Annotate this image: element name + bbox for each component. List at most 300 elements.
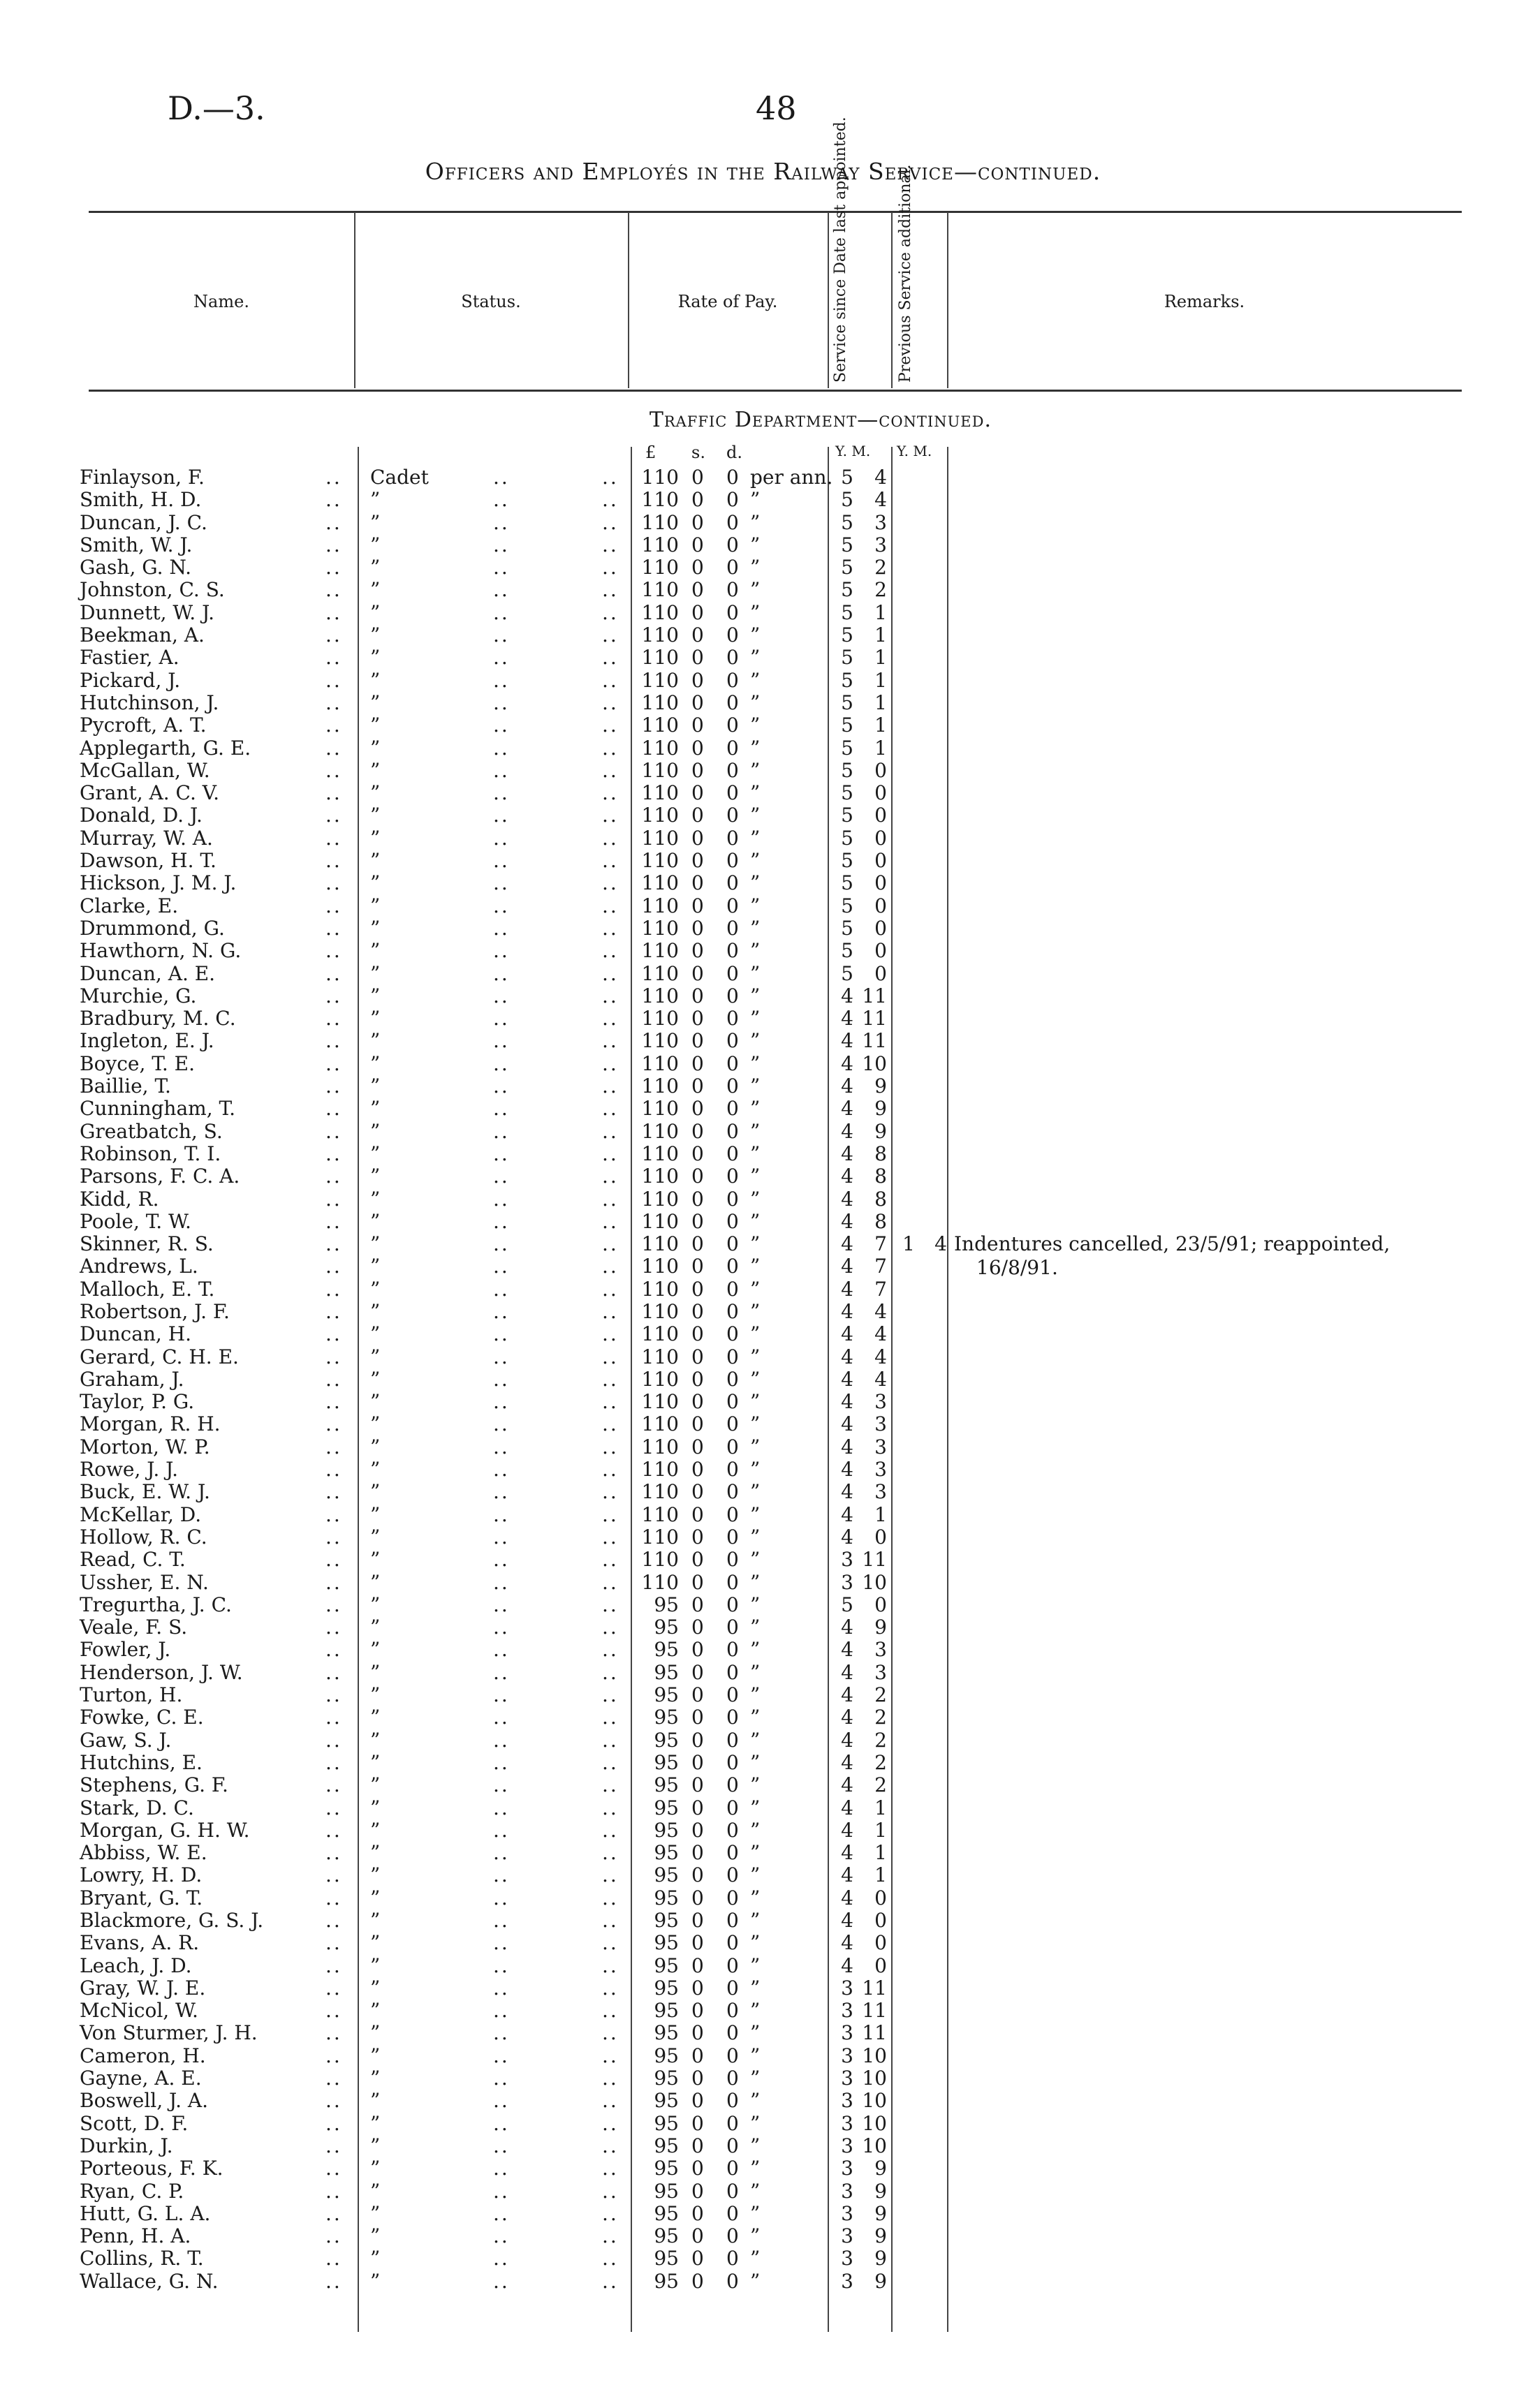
service-months: 8 xyxy=(874,1209,887,1233)
employee-status: ” xyxy=(370,2067,381,2090)
employee-status: ” xyxy=(370,1796,381,1819)
employee-status: ” xyxy=(370,2157,381,2180)
pay-pounds: 110 xyxy=(641,871,679,895)
service-months: 3 xyxy=(874,1660,887,1684)
pay-pounds: 110 xyxy=(641,1029,679,1053)
service-years: 5 xyxy=(841,510,853,534)
leader-dots: .. xyxy=(602,1412,619,1436)
pay-pence: 0 xyxy=(726,1931,739,1955)
pay-pounds: 110 xyxy=(641,1209,679,1233)
service-years: 4 xyxy=(841,1706,853,1729)
employee-name: Durkin, J. xyxy=(80,2134,173,2157)
employee-status: ” xyxy=(370,939,381,963)
table-row xyxy=(0,1932,1526,1954)
pay-shillings: 0 xyxy=(691,668,704,692)
leader-dots: .. xyxy=(325,1931,342,1955)
leader-dots: .. xyxy=(325,578,342,602)
employee-status: ” xyxy=(370,510,381,534)
pay-shillings: 0 xyxy=(691,1773,704,1797)
leader-dots: .. xyxy=(602,1299,619,1323)
leader-dots: .. xyxy=(325,849,342,873)
pay-shillings: 0 xyxy=(691,1660,704,1684)
leader-dots: .. xyxy=(325,2224,342,2248)
table-row xyxy=(0,2090,1526,2112)
leader-dots: .. xyxy=(493,916,510,940)
pay-shillings: 0 xyxy=(691,1480,704,1504)
pay-pounds: 110 xyxy=(641,646,679,670)
pay-pence: 0 xyxy=(726,466,739,489)
table-row xyxy=(0,2157,1526,2180)
service-months: 1 xyxy=(874,690,887,714)
pay-period: ” xyxy=(750,1796,761,1819)
pay-period: ” xyxy=(750,600,761,624)
pay-pence: 0 xyxy=(726,1480,739,1504)
pay-pence: 0 xyxy=(726,1706,739,1729)
table-row xyxy=(0,985,1526,1007)
table-row xyxy=(0,1549,1526,1571)
table-row xyxy=(0,2022,1526,2044)
leader-dots: .. xyxy=(602,1097,619,1121)
leader-dots: .. xyxy=(602,2111,619,2135)
leader-dots: .. xyxy=(602,1232,619,1256)
table-row xyxy=(0,1030,1526,1052)
pay-pence: 0 xyxy=(726,1299,739,1323)
employee-name: Duncan, A. E. xyxy=(80,961,216,985)
leader-dots: .. xyxy=(493,1345,510,1368)
employee-status: ” xyxy=(370,1322,381,1346)
header-previous: Previous Service additional. xyxy=(897,164,914,383)
pay-period: ” xyxy=(750,961,761,985)
employee-status: ” xyxy=(370,1570,381,1594)
service-months: 4 xyxy=(874,1367,887,1391)
unit-shillings: s. xyxy=(691,443,705,462)
leader-dots: .. xyxy=(325,1706,342,1729)
employee-name: Gayne, A. E. xyxy=(80,2067,202,2090)
pay-pounds: 110 xyxy=(641,849,679,873)
pay-shillings: 0 xyxy=(691,2201,704,2225)
leader-dots: .. xyxy=(493,1999,510,2023)
leader-dots: .. xyxy=(493,2089,510,2113)
service-years: 4 xyxy=(841,1435,853,1458)
pay-pence: 0 xyxy=(726,488,739,512)
pay-pence: 0 xyxy=(726,1007,739,1031)
service-months: 10 xyxy=(862,2044,887,2067)
pay-period: ” xyxy=(750,2179,761,2203)
pay-shillings: 0 xyxy=(691,1886,704,1910)
document-title: Officers and Employés in the Railway Service—continued. xyxy=(425,158,1101,185)
employee-status: ” xyxy=(370,1683,381,1707)
pay-pounds: 95 xyxy=(654,1728,679,1752)
leader-dots: .. xyxy=(493,1909,510,1932)
employee-name: Dawson, H. T. xyxy=(80,849,217,873)
service-months: 1 xyxy=(874,1863,887,1887)
pay-shillings: 0 xyxy=(691,758,704,782)
pay-shillings: 0 xyxy=(691,1953,704,1977)
pay-period: ” xyxy=(750,2111,761,2135)
leader-dots: .. xyxy=(493,2134,510,2157)
pay-period: ” xyxy=(750,1638,761,1662)
leader-dots: .. xyxy=(493,510,510,534)
service-years: 3 xyxy=(841,2247,853,2270)
service-years: 3 xyxy=(841,2157,853,2180)
leader-dots: .. xyxy=(493,1638,510,1662)
employee-status: ” xyxy=(370,1097,381,1121)
service-years: 3 xyxy=(841,1548,853,1572)
pay-pounds: 110 xyxy=(641,1007,679,1031)
pay-period: ” xyxy=(750,578,761,602)
pay-period: ” xyxy=(750,1277,761,1301)
service-years: 4 xyxy=(841,1616,853,1639)
employee-status: ” xyxy=(370,1480,381,1504)
service-months: 0 xyxy=(874,939,887,963)
pay-pence: 0 xyxy=(726,1525,739,1549)
pay-pence: 0 xyxy=(726,668,739,692)
pay-pounds: 95 xyxy=(654,1773,679,1797)
table-row xyxy=(0,1301,1526,1323)
leader-dots: .. xyxy=(493,2044,510,2067)
service-years: 4 xyxy=(841,1502,853,1526)
table-row xyxy=(0,1255,1526,1278)
table-row xyxy=(0,1007,1526,1030)
leader-dots: .. xyxy=(493,2201,510,2225)
leader-dots: .. xyxy=(602,1525,619,1549)
employee-name: Buck, E. W. J. xyxy=(80,1480,210,1504)
pay-pounds: 110 xyxy=(641,1548,679,1572)
pay-period: ” xyxy=(750,1818,761,1842)
pay-period: ” xyxy=(750,488,761,512)
service-months: 9 xyxy=(874,2269,887,2293)
leader-dots: .. xyxy=(493,1706,510,1729)
service-months: 1 xyxy=(874,1818,887,1842)
service-years: 4 xyxy=(841,1255,853,1278)
pay-shillings: 0 xyxy=(691,1728,704,1752)
leader-dots: .. xyxy=(602,1593,619,1616)
table-row xyxy=(0,1165,1526,1188)
pay-shillings: 0 xyxy=(691,916,704,940)
pay-pence: 0 xyxy=(726,2157,739,2180)
leader-dots: .. xyxy=(493,1142,510,1165)
pay-period: ” xyxy=(750,1142,761,1165)
employee-status: ” xyxy=(370,804,381,827)
pay-period: ” xyxy=(750,1029,761,1053)
leader-dots: .. xyxy=(602,690,619,714)
pay-shillings: 0 xyxy=(691,1007,704,1031)
leader-dots: .. xyxy=(325,2021,342,2045)
pay-period: ” xyxy=(750,1728,761,1752)
service-years: 4 xyxy=(841,1458,853,1482)
service-months: 0 xyxy=(874,826,887,850)
pay-period: ” xyxy=(750,1773,761,1797)
header-top-rule xyxy=(89,211,1462,213)
service-months: 11 xyxy=(862,1999,887,2023)
employee-name: Smith, H. D. xyxy=(80,488,202,512)
pay-period: ” xyxy=(750,1367,761,1391)
pay-shillings: 0 xyxy=(691,1051,704,1075)
table-row xyxy=(0,1526,1526,1549)
employee-status: ” xyxy=(370,646,381,670)
employee-status: ” xyxy=(370,1367,381,1391)
pay-pence: 0 xyxy=(726,1322,739,1346)
service-years: 5 xyxy=(841,488,853,512)
leader-dots: .. xyxy=(493,2179,510,2203)
pay-period: ” xyxy=(750,690,761,714)
leader-dots: .. xyxy=(602,2269,619,2293)
leader-dots: .. xyxy=(602,916,619,940)
service-months: 1 xyxy=(874,714,887,737)
pay-pounds: 95 xyxy=(654,1818,679,1842)
leader-dots: .. xyxy=(325,939,342,963)
leader-dots: .. xyxy=(493,2111,510,2135)
employee-status: ” xyxy=(370,1255,381,1278)
table-row xyxy=(0,1706,1526,1729)
leader-dots: .. xyxy=(325,1976,342,2000)
service-years: 3 xyxy=(841,1570,853,1594)
table-row xyxy=(0,1504,1526,1526)
leader-dots: .. xyxy=(325,1818,342,1842)
pay-shillings: 0 xyxy=(691,600,704,624)
service-months: 1 xyxy=(874,646,887,670)
table-row xyxy=(0,1278,1526,1301)
pay-pence: 0 xyxy=(726,2111,739,2135)
leader-dots: .. xyxy=(325,1299,342,1323)
table-row xyxy=(0,1368,1526,1391)
leader-dots: .. xyxy=(602,2067,619,2090)
leader-dots: .. xyxy=(325,1322,342,1346)
service-months: 2 xyxy=(874,1728,887,1752)
employee-status: ” xyxy=(370,1706,381,1729)
table-row xyxy=(0,2270,1526,2293)
employee-name: Stark, D. C. xyxy=(80,1796,194,1819)
employee-name: Robinson, T. I. xyxy=(80,1142,221,1165)
leader-dots: .. xyxy=(602,1255,619,1278)
service-years: 5 xyxy=(841,781,853,805)
pay-pounds: 110 xyxy=(641,1322,679,1346)
pay-pence: 0 xyxy=(726,961,739,985)
leader-dots: .. xyxy=(602,466,619,489)
leader-dots: .. xyxy=(493,1593,510,1616)
pay-pounds: 110 xyxy=(641,1367,679,1391)
employee-status: ” xyxy=(370,826,381,850)
employee-status: ” xyxy=(370,1502,381,1526)
service-years: 4 xyxy=(841,1051,853,1075)
table-row xyxy=(0,647,1526,669)
pay-pence: 0 xyxy=(726,804,739,827)
pay-pence: 0 xyxy=(726,1660,739,1684)
leader-dots: .. xyxy=(493,1683,510,1707)
table-row xyxy=(0,1774,1526,1796)
table-row xyxy=(0,1572,1526,1594)
pay-shillings: 0 xyxy=(691,1209,704,1233)
employee-name: Stephens, G. F. xyxy=(80,1773,228,1797)
leader-dots: .. xyxy=(602,600,619,624)
employee-name: Hollow, R. C. xyxy=(80,1525,207,1549)
service-months: 3 xyxy=(874,533,887,556)
service-months: 9 xyxy=(874,1097,887,1121)
service-years: 4 xyxy=(841,1165,853,1188)
pay-period: ” xyxy=(750,1051,761,1075)
pay-pounds: 110 xyxy=(641,984,679,1007)
pay-shillings: 0 xyxy=(691,2269,704,2293)
leader-dots: .. xyxy=(493,781,510,805)
header-divider xyxy=(891,212,893,388)
leader-dots: .. xyxy=(602,2247,619,2270)
employee-status: ” xyxy=(370,1051,381,1075)
leader-dots: .. xyxy=(325,533,342,556)
employee-name: Malloch, E. T. xyxy=(80,1277,215,1301)
leader-dots: .. xyxy=(602,1435,619,1458)
employee-name: Boyce, T. E. xyxy=(80,1051,196,1075)
pay-pence: 0 xyxy=(726,849,739,873)
leader-dots: .. xyxy=(602,1728,619,1752)
table-row xyxy=(0,1436,1526,1458)
service-months: 4 xyxy=(874,488,887,512)
service-years: 4 xyxy=(841,1390,853,1414)
leader-dots: .. xyxy=(325,2111,342,2135)
pay-pounds: 110 xyxy=(641,1458,679,1482)
employee-status: ” xyxy=(370,1142,381,1165)
pay-pence: 0 xyxy=(726,2247,739,2270)
employee-status: ” xyxy=(370,1165,381,1188)
service-months: 3 xyxy=(874,1412,887,1436)
pay-pounds: 95 xyxy=(654,2111,679,2135)
pay-pence: 0 xyxy=(726,1074,739,1098)
unit-pounds: £ xyxy=(645,443,656,462)
employee-name: Pycroft, A. T. xyxy=(80,714,207,737)
leader-dots: .. xyxy=(602,736,619,760)
employee-status: ” xyxy=(370,2247,381,2270)
employee-name: Boswell, J. A. xyxy=(80,2089,209,2113)
leader-dots: .. xyxy=(602,1706,619,1729)
employee-status: ” xyxy=(370,1638,381,1662)
pay-period: ” xyxy=(750,1953,761,1977)
employee-status: ” xyxy=(370,1909,381,1932)
employee-name: Read, C. T. xyxy=(80,1548,186,1572)
service-months: 1 xyxy=(874,1841,887,1865)
service-years: 4 xyxy=(841,1232,853,1256)
header-service: Service since Date last appointed. xyxy=(832,117,849,383)
page-number: 48 xyxy=(756,89,797,127)
leader-dots: .. xyxy=(325,1412,342,1436)
leader-dots: .. xyxy=(602,2157,619,2180)
service-months: 10 xyxy=(862,2067,887,2090)
pay-shillings: 0 xyxy=(691,1345,704,1368)
service-years: 4 xyxy=(841,1299,853,1323)
pay-period: ” xyxy=(750,2157,761,2180)
pay-shillings: 0 xyxy=(691,1976,704,2000)
employee-name: Fastier, A. xyxy=(80,646,179,670)
pay-pounds: 110 xyxy=(641,1525,679,1549)
employee-status: ” xyxy=(370,1187,381,1211)
pay-pounds: 110 xyxy=(641,916,679,940)
pay-shillings: 0 xyxy=(691,1796,704,1819)
pay-pounds: 95 xyxy=(654,1976,679,2000)
employee-status: ” xyxy=(370,2044,381,2067)
table-row xyxy=(0,1346,1526,1368)
pay-shillings: 0 xyxy=(691,2247,704,2270)
pay-shillings: 0 xyxy=(691,1841,704,1865)
service-months: 11 xyxy=(862,1007,887,1031)
employee-status: ” xyxy=(370,2269,381,2293)
leader-dots: .. xyxy=(493,1570,510,1594)
leader-dots: .. xyxy=(602,1548,619,1572)
service-months: 9 xyxy=(874,2224,887,2248)
table-row xyxy=(0,940,1526,962)
table-row xyxy=(0,1233,1526,1255)
pay-period: ” xyxy=(750,714,761,737)
pay-period: ” xyxy=(750,916,761,940)
leader-dots: .. xyxy=(602,1976,619,2000)
pay-period: ” xyxy=(750,510,761,534)
pay-pounds: 110 xyxy=(641,758,679,782)
pay-pence: 0 xyxy=(726,1277,739,1301)
leader-dots: .. xyxy=(602,623,619,647)
employee-status: ” xyxy=(370,736,381,760)
service-years: 4 xyxy=(841,1345,853,1368)
employee-name: Kidd, R. xyxy=(80,1187,159,1211)
leader-dots: .. xyxy=(325,1165,342,1188)
pay-pence: 0 xyxy=(726,1029,739,1053)
pay-pence: 0 xyxy=(726,1683,739,1707)
employee-status: ” xyxy=(370,1209,381,1233)
service-years: 5 xyxy=(841,714,853,737)
service-years: 3 xyxy=(841,2201,853,2225)
pay-shillings: 0 xyxy=(691,1458,704,1482)
leader-dots: .. xyxy=(325,1277,342,1301)
pay-period: ” xyxy=(750,2247,761,2270)
leader-dots: .. xyxy=(325,466,342,489)
leader-dots: .. xyxy=(325,1074,342,1098)
employee-status: ” xyxy=(370,1299,381,1323)
pay-period: ” xyxy=(750,1525,761,1549)
leader-dots: .. xyxy=(602,1007,619,1031)
pay-pence: 0 xyxy=(726,984,739,1007)
pay-shillings: 0 xyxy=(691,1931,704,1955)
employee-status: ” xyxy=(370,2021,381,2045)
pay-period: ” xyxy=(750,1322,761,1346)
pay-pence: 0 xyxy=(726,871,739,895)
employee-name: Skinner, R. S. xyxy=(80,1232,214,1256)
leader-dots: .. xyxy=(602,781,619,805)
leader-dots: .. xyxy=(493,1255,510,1278)
leader-dots: .. xyxy=(493,1097,510,1121)
pay-pence: 0 xyxy=(726,623,739,647)
table-row xyxy=(0,737,1526,760)
service-months: 9 xyxy=(874,2157,887,2180)
employee-status: ” xyxy=(370,1931,381,1955)
pay-shillings: 0 xyxy=(691,1683,704,1707)
employee-name: Hutchins, E. xyxy=(80,1750,203,1774)
service-months: 10 xyxy=(862,1051,887,1075)
employee-status: ” xyxy=(370,1660,381,1684)
employee-name: Donald, D. J. xyxy=(80,804,203,827)
pay-period: ” xyxy=(750,2224,761,2248)
employee-status: ” xyxy=(370,1976,381,2000)
employee-name: Greatbatch, S. xyxy=(80,1119,223,1143)
pay-period: ” xyxy=(750,646,761,670)
leader-dots: .. xyxy=(602,2089,619,2113)
pay-pence: 0 xyxy=(726,2067,739,2090)
leader-dots: .. xyxy=(325,1841,342,1865)
leader-dots: .. xyxy=(493,646,510,670)
pay-pence: 0 xyxy=(726,1255,739,1278)
pay-pounds: 110 xyxy=(641,1142,679,1165)
pay-shillings: 0 xyxy=(691,781,704,805)
service-months: 2 xyxy=(874,556,887,579)
service-months: 7 xyxy=(874,1255,887,1278)
pay-period: per ann. xyxy=(750,466,833,489)
table-row xyxy=(0,760,1526,782)
leader-dots: .. xyxy=(493,1863,510,1887)
